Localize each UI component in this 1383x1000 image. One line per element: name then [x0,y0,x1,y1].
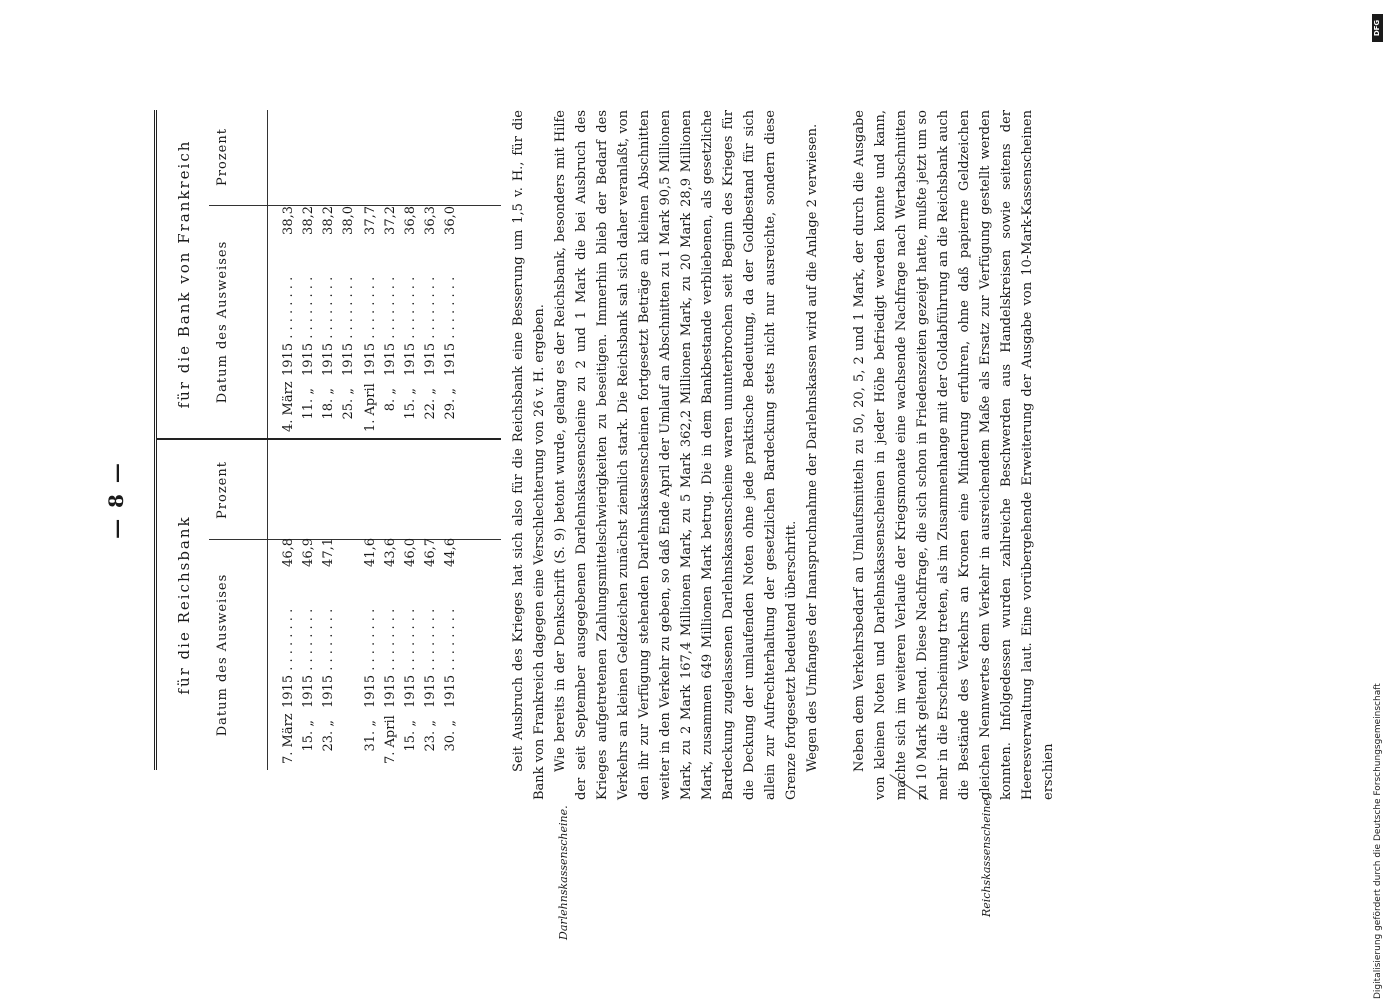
body-text [508,110,1059,800]
paragraph: Seit Ausbruch des Krieges hat sich also für die Reichsbank eine Besserung um 1,5 v. H., für die Bank von Frankreich dagegen eine Verschlechterung von 26 v. H. ergeben. [511,110,547,800]
table-row [403,538,423,764]
digitization-credit [1372,14,1383,999]
row-percent: 38,2 [301,206,316,235]
row-date: 22. „ [423,388,438,420]
table-row [341,206,361,432]
margin-note-reichskassenscheine: Reichskassenscheine. [980,795,993,917]
row-year: 1915 . . . . . . . . [281,608,296,708]
column-header-percent-right: Prozent [215,128,230,186]
page-number: — 8 — [104,461,128,539]
dfg-logo-text: DFG [1373,19,1382,37]
row-year: 1915 . . . . . . . . [341,276,356,376]
row-year: 1915 . . . . . . . . [301,608,316,708]
table-row [301,206,321,432]
scanned-page [104,0,1240,1000]
row-year: 1915 . . . . . . . . [321,276,336,376]
row-date: 31. „ [363,720,378,752]
row-percent: 43,6 [383,538,398,567]
row-year: 1915 . . . . . . . . [281,276,296,376]
paragraph: Wie bereits in der Denkschrift (S. 9) betont wurde, gelang es der Reichsbank, besonders mit Hilfe der seit September ausgegebenen Darlehnskassenscheine zu 2 und 1 Mark die bei Ausbruch des Krieges aufgetretenen Zahlungsmittelschwierigkeiten zu beseitigen. Immerhin blieb der Bedarf des Verkehrs an kleinen Geldzeichen zunächst ziemlich stark. Die Reichsbank sah sich daher veranlaßt, von den ihr zur Verfügung stehenden Darlehnskassenscheinen fortgesetzt Beträge an kleinen Abschnitten weiter in den Verkehr zu geben, so daß Ende April der Umlauf an Abschnitten zu 1 Mark 90,5 Millionen Mark, zu 2 Mark 167,4 Millionen Mark, zu 5 Mark 362,2 Millionen Mark, zu 20 Mark 28,9 Millionen Mark, zusammen 649 Millionen Mark betrug. Die in dem Bankbestande verbliebenen, als gesetzliche Bardeckung zugelassenen Darlehnskassenscheine waren ununterbrochen seit Beginn des Krieges für die Deckung der umlaufenden Noten ohne jede praktische Bedeutung, da der Goldbestand für sich allein zur Aufrechterhaltung der gesetzlichen Bardeckung stets nicht nur ausreichte, sondern diese Grenze fortgesetzt bedeutend überschritt. [553,110,799,800]
row-percent: 38,0 [341,206,356,235]
section-title-bank-von-frankreich: für die Bank von Frankreich [175,139,193,409]
header-rule [267,110,268,438]
paragraph: Neben dem Verkehrsbedarf an Umlaufsmitteln zu 50, 20, 5, 2 und 1 Mark, der durch die Ausgabe von kleinen Noten und Darlehnskassenscheinen in jeder Höhe befriedigt werden konnte und kann, machte sich im weiteren Verlaufe der Kriegsmonate eine wachsende Nachfrage nach Wertabschnitten zu 10 Mark geltend. Diese Nachfrage, die sich schon in Friedenszeiten gezeigt hatte, mußte jetzt um so mehr in die Erscheinung treten, als im Zusammenhange mit der Goldabführung an die Reichsbank auch die Bestände des Verkehrs an Kronen eine Minderung erfuhren, ohne daß papierne Geldzeichen gleichen Nennwertes dem Verkehr in ausreichendem Maße als Ersatz zur Verfügung gestellt werden konnten. Infolgedessen wurden zahlreiche Beschwerden aus Handelskreisen sowie seitens der Heeresverwaltung laut. Eine vorübergehende Erweiterung der Ausgabe von 10-Mark-Kassenscheinen erschien [852,110,1056,800]
row-percent: 41,6 [363,538,378,567]
row-year: 1915 . . . . . . . . [301,276,316,376]
row-date: 25. „ [341,388,356,420]
row-year: 1915 . . . . . . . . [423,276,438,376]
row-year: 1915 . . . . . . . . [321,608,336,708]
row-percent: 46,0 [403,538,418,567]
row-date: 15. „ [301,720,316,752]
row-date: 18. „ [321,388,336,420]
coverage-ratio-table [154,110,501,770]
row-year: 1915 . . . . . . . . [443,608,458,708]
table-row [443,206,463,432]
paragraph: Wegen des Umfanges der Inanspruchnahme der Darlehnskassen wird auf die Anlage 2 verwiesen. [805,123,820,772]
row-percent: 47,1 [321,538,336,567]
row-year: 1915 . . . . . . . . [363,276,378,376]
row-percent: 38,3 [281,206,296,235]
row-date: 15. „ [403,388,418,420]
row-date: 23. „ [423,720,438,752]
row-year: 1915 . . . . . . . . [383,276,398,376]
row-date: 8. „ [383,388,398,412]
row-percent: 46,7 [423,538,438,567]
column-header-percent-left: Prozent [215,461,230,519]
row-percent: 36,0 [443,206,458,235]
table-row [383,206,403,432]
row-date: 29. „ [443,388,458,420]
table-row [281,538,301,764]
row-percent: 36,8 [403,206,418,235]
row-date: 7. April [383,715,398,764]
table-row [281,206,301,432]
row-percent: 36,3 [423,206,438,235]
row-percent: 38,2 [321,206,336,235]
row-percent: 37,2 [383,206,398,235]
row-year: 1915 . . . . . . . . [383,608,398,708]
row-percent: 37,7 [363,206,378,235]
row-date: 7. März [281,713,296,764]
dfg-logo [1372,14,1383,42]
digitization-credit-text: Digitalisierung gefördert durch die Deutsche Forschungsgemeinschaft [1373,683,1383,999]
column-header-date-right: Datum des Ausweises [215,240,230,404]
table-center-divider [157,438,501,440]
table-row [301,538,321,764]
row-percent: 44,6 [443,538,458,567]
header-rule [267,440,268,770]
row-percent: 46,8 [281,538,296,567]
row-year: 1915 . . . . . . . . [423,608,438,708]
row-percent: 46,9 [301,538,316,567]
section-title-reichsbank: für die Reichsbank [175,515,193,695]
row-date: 23. „ [321,720,336,752]
table-row [403,206,423,432]
column-header-date-left: Datum des Ausweises [215,573,230,737]
table-row [363,206,383,432]
row-year: 1915 . . . . . . . . [443,276,458,376]
row-date: 30. „ [443,720,458,752]
row-year: 1915 . . . . . . . . [403,276,418,376]
table-row [443,538,463,764]
table-row [321,206,341,432]
row-date: 11. „ [301,388,316,420]
row-date: 1. April [363,383,378,432]
table-row [423,206,443,432]
table-row [363,538,383,764]
table-row [423,538,443,764]
margin-note-darlehnskassenscheine: Darlehnskassenscheine. [557,805,570,940]
row-date: 4. März [281,381,296,432]
row-date: 15. „ [403,720,418,752]
table-row [383,538,403,764]
row-year: 1915 . . . . . . . . [403,608,418,708]
table-row [321,538,341,764]
row-year: 1915 . . . . . . . . [363,608,378,708]
